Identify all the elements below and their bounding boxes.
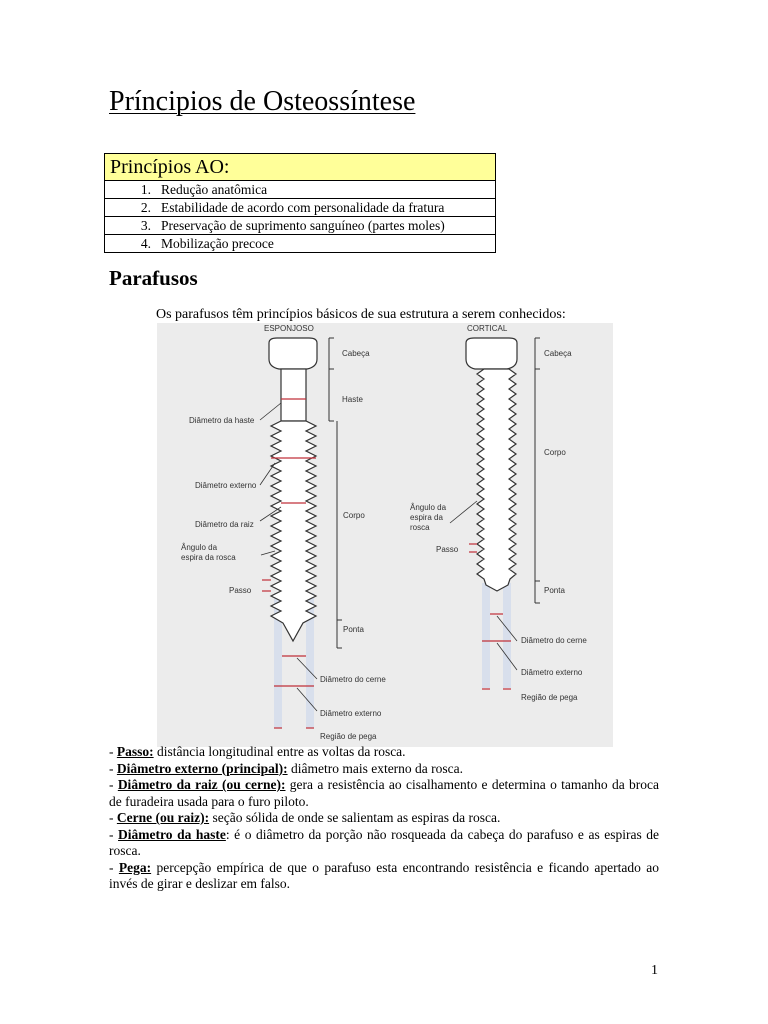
ao-item-number: 3. [140, 218, 151, 233]
definition-prefix: - [109, 826, 119, 842]
definition-text: : é o diâmetro da porção não rosqueada da cabeça do parafuso e as espiras de rosca. [109, 826, 660, 858]
label-regiao-pega-cortical: Região de pega [521, 693, 578, 702]
label-cabeca-cortical: Cabeça [544, 349, 572, 358]
ao-item-text: Estabilidade de acordo com personalidade da fratura [161, 200, 445, 215]
label-angulo-cortical-2: espira da [410, 513, 443, 522]
ao-item [105, 199, 495, 217]
ao-item [105, 217, 495, 235]
label-ponta-cortical: Ponta [544, 586, 565, 595]
definition-text: percepção empírica de que o parafuso esta encontrando resistência e ficando apertado ao invés de girar e deslizar em falso. [109, 859, 659, 891]
label-diametro-cerne: Diâmetro do cerne [320, 675, 386, 684]
definitions-list [109, 744, 659, 893]
screw-diagram [157, 323, 613, 747]
label-ponta: Ponta [343, 625, 364, 634]
ao-heading: Princípios AO: [105, 154, 495, 181]
definition-prefix: - [109, 760, 117, 776]
definition-prefix: - [109, 810, 117, 825]
definition-text: seção sólida de onde se salientam as espiras da rosca. [209, 810, 501, 825]
label-angulo-cortical-1: Ângulo da [410, 503, 447, 512]
label-passo-cortical: Passo [436, 545, 459, 554]
cancellous-screw-drawing [269, 338, 317, 641]
label-angulo-cortical-3: rosca [410, 523, 430, 532]
label-angulo-2: espira da rosca [181, 553, 236, 562]
ao-item-number: 1. [140, 182, 151, 197]
section-heading: Parafusos [109, 266, 198, 290]
definition-item [109, 744, 659, 761]
bone-strip [503, 583, 511, 688]
definition-term: Cerne (ou raiz): [116, 810, 210, 825]
cortical-title: CORTICAL [467, 324, 508, 333]
label-corpo: Corpo [343, 511, 365, 520]
label-corpo-cortical: Corpo [544, 448, 566, 457]
ao-item-text: Redução anatômica [161, 182, 268, 197]
definition-item [109, 777, 659, 810]
label-diametro-externo: Diâmetro externo [195, 481, 257, 490]
definition-item [109, 810, 659, 827]
definition-text: distância longitudinal entre as voltas da rosca. [153, 744, 406, 759]
label-diametro-haste: Diâmetro da haste [189, 416, 255, 425]
cancellous-title: ESPONJOSO [264, 324, 314, 333]
label-diametro-externo-b: Diâmetro externo [320, 709, 382, 718]
label-regiao-pega: Região de pega [320, 732, 377, 741]
page-title: Príncipios de Osteossíntese [109, 86, 416, 117]
ao-item-number: 4. [140, 236, 151, 251]
label-diametro-externo-cortical: Diâmetro externo [521, 668, 583, 677]
definition-item [109, 761, 659, 778]
definition-term: Diâmetro externo (principal): [116, 760, 288, 776]
ao-item-text: Preservação de suprimento sanguíneo (partes moles) [161, 218, 445, 233]
definition-prefix: - [109, 744, 117, 759]
definition-term: Diâmetro da raiz (ou cerne): [117, 777, 286, 792]
cortical-screw-drawing [466, 338, 517, 591]
ao-item [105, 181, 495, 199]
label-passo: Passo [229, 586, 252, 595]
definition-text: diâmetro mais externo da rosca. [287, 760, 464, 776]
definition-term: Diâmetro da haste [118, 826, 226, 842]
ao-item [105, 235, 495, 252]
intro-text: Os parafusos têm princípios básicos de sua estrutura a serem conhecidos: [156, 307, 566, 322]
label-angulo-1: Ângulo da [181, 543, 218, 552]
definition-item [109, 827, 659, 860]
label-diametro-raiz: Diâmetro da raiz [195, 520, 254, 529]
ao-item-text: Mobilização precoce [161, 236, 274, 251]
page-number: 1 [651, 963, 658, 978]
label-cabeca: Cabeça [342, 349, 370, 358]
label-diametro-cerne-cortical: Diâmetro do cerne [521, 636, 587, 645]
definition-prefix: - [109, 859, 119, 875]
definition-prefix: - [109, 777, 118, 792]
definition-term: Passo: [116, 744, 154, 759]
ao-principles-box [104, 153, 496, 253]
definition-term: Pega: [118, 859, 152, 875]
definition-item [109, 860, 659, 893]
definition-text: gera a resistência ao cisalhamento e determina o tamanho da broca de furadeira usada para o furo piloto. [109, 777, 659, 809]
bone-strip [482, 583, 490, 688]
ao-item-number: 2. [140, 200, 151, 215]
label-haste: Haste [342, 395, 363, 404]
